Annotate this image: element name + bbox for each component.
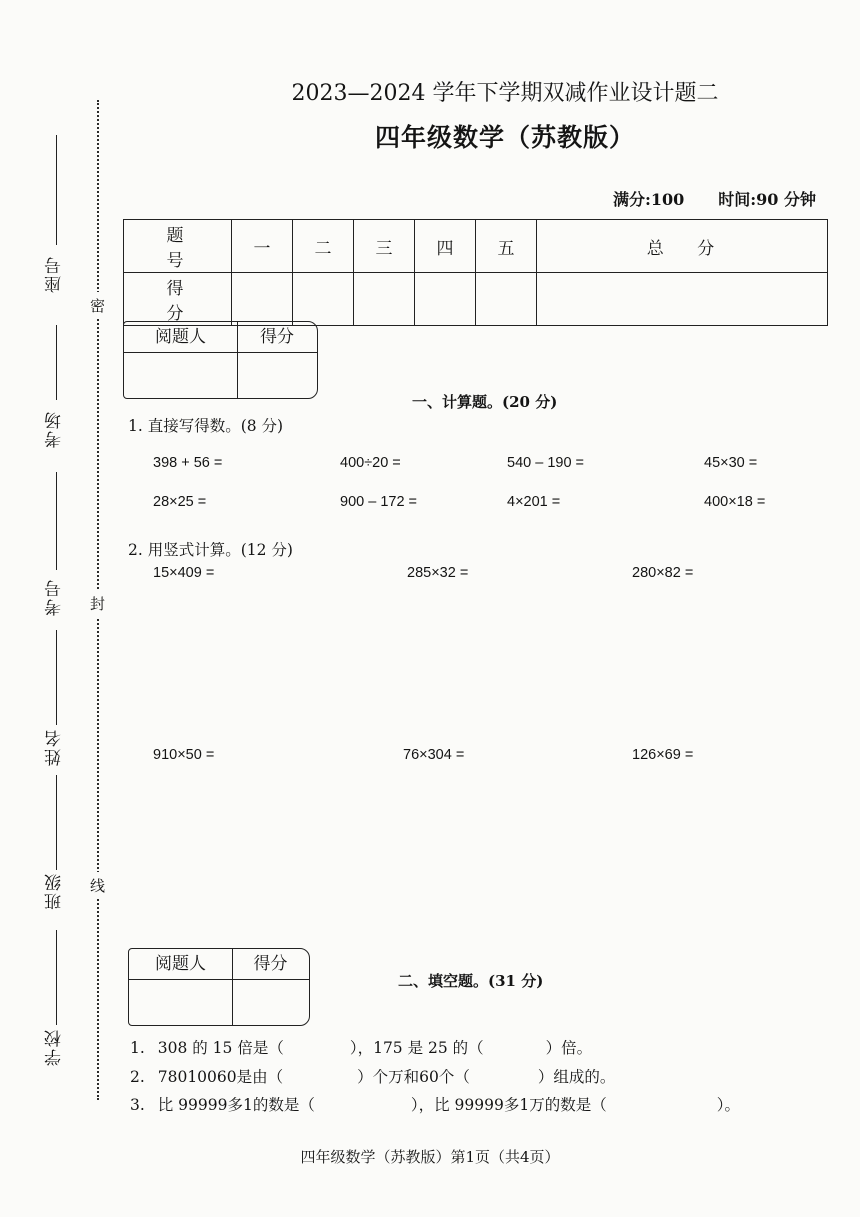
exam-number-blank-line[interactable] [56,472,57,570]
q1-label: 1. 直接写得数。(8 分) [128,417,284,435]
column-header: 总 分 [537,220,828,273]
full-score: 满分:100 [612,190,685,209]
vertical-calc-item: 126×69 = [632,747,694,763]
column-header: 五 [476,220,537,273]
seal-mark-xian: 线 [90,872,105,899]
question-text: ），比 99999多1万的数是（ [410,1096,607,1114]
calc-item: 28×25 = [153,494,207,510]
column-header: 四 [415,220,476,273]
exam-title: 2023—2024 学年下学期双减作业设计题二 [291,81,719,106]
question-number: 3. [130,1096,145,1114]
section1-title: 一、计算题。(20 分) [412,393,558,411]
question-text: ）组成的。 [537,1068,616,1086]
reviewer-label: 阅题人 [155,327,206,347]
grader-score-label: 得分 [260,327,294,347]
column-header: 三 [354,220,415,273]
seat-label: 座号 [45,255,65,293]
score-table [123,219,828,326]
room-blank-line[interactable] [56,325,57,400]
column-header: 一 [232,220,293,273]
seat-blank-line[interactable] [56,135,57,245]
score-cell[interactable] [537,273,828,326]
grader-divider [232,949,233,1025]
grader-box [128,948,310,1026]
fill-question-3 [130,1093,740,1115]
exam-number-label: 考号 [45,578,65,616]
grader-score-label: 得分 [253,954,288,974]
calc-item: 400÷20 = [340,455,401,471]
calc-item: 4×201 = [507,494,561,510]
subject-title: 四年级数学（苏教版） [374,123,635,152]
class-blank-line[interactable] [56,775,57,870]
question-text: ）倍。 [545,1039,593,1057]
school-blank-line[interactable] [56,930,57,1025]
room-label: 考场 [45,410,65,448]
section2-title: 二、填空题。(31 分) [398,972,544,990]
school-label: 学校 [45,1028,65,1066]
score-cell[interactable] [476,273,537,326]
grader-divider [237,322,238,398]
page-footer: 四年级数学（苏教版）第1页（共4页） [300,1148,560,1166]
q2-label: 2. 用竖式计算。(12 分) [128,541,293,559]
column-header: 二 [293,220,354,273]
fill-question-1 [130,1036,592,1058]
question-number: 1. [130,1039,145,1057]
grader-box [123,321,318,399]
vertical-calc-item: 280×82 = [632,565,694,581]
question-text: 78010060是由（ [157,1068,284,1086]
score-cell[interactable] [232,273,293,326]
calc-item: 900 – 172 = [340,494,418,510]
vertical-calc-item: 285×32 = [407,565,469,581]
score-table-score-row [124,273,828,326]
name-blank-line[interactable] [56,630,57,725]
score-cell[interactable] [415,273,476,326]
score-table-header-row [124,220,828,273]
question-text: ）。 [716,1096,740,1114]
calc-item: 398 + 56 = [153,455,223,471]
score-cell[interactable] [354,273,415,326]
seal-mark-mi: 密 [90,292,105,319]
question-number-label: 题 号 [124,220,232,273]
reviewer-label: 阅题人 [155,954,206,974]
score-label: 得 分 [124,273,232,326]
calc-item: 400×18 = [704,494,766,510]
exam-meta [579,187,816,210]
score-cell[interactable] [293,273,354,326]
grader-divider [129,979,309,980]
calc-item: 45×30 = [704,455,758,471]
name-label: 姓名 [45,728,65,766]
vertical-calc-item: 76×304 = [403,747,465,763]
question-text: 308 的 15 倍是（ [157,1039,284,1057]
class-label: 班级 [45,872,65,910]
grader-divider [124,352,317,353]
vertical-calc-item: 910×50 = [153,747,215,763]
question-number: 2. [130,1068,145,1086]
vertical-calc-item: 15×409 = [153,565,215,581]
question-text: 比 99999多1的数是（ [157,1096,315,1114]
time-limit: 时间:90 分钟 [718,190,816,209]
question-text: ）个万和60个（ [357,1068,470,1086]
seal-mark-feng: 封 [90,590,105,617]
calc-item: 540 – 190 = [507,455,585,471]
fill-question-2 [130,1065,615,1087]
question-text: ），175 是 25 的（ [349,1039,484,1057]
